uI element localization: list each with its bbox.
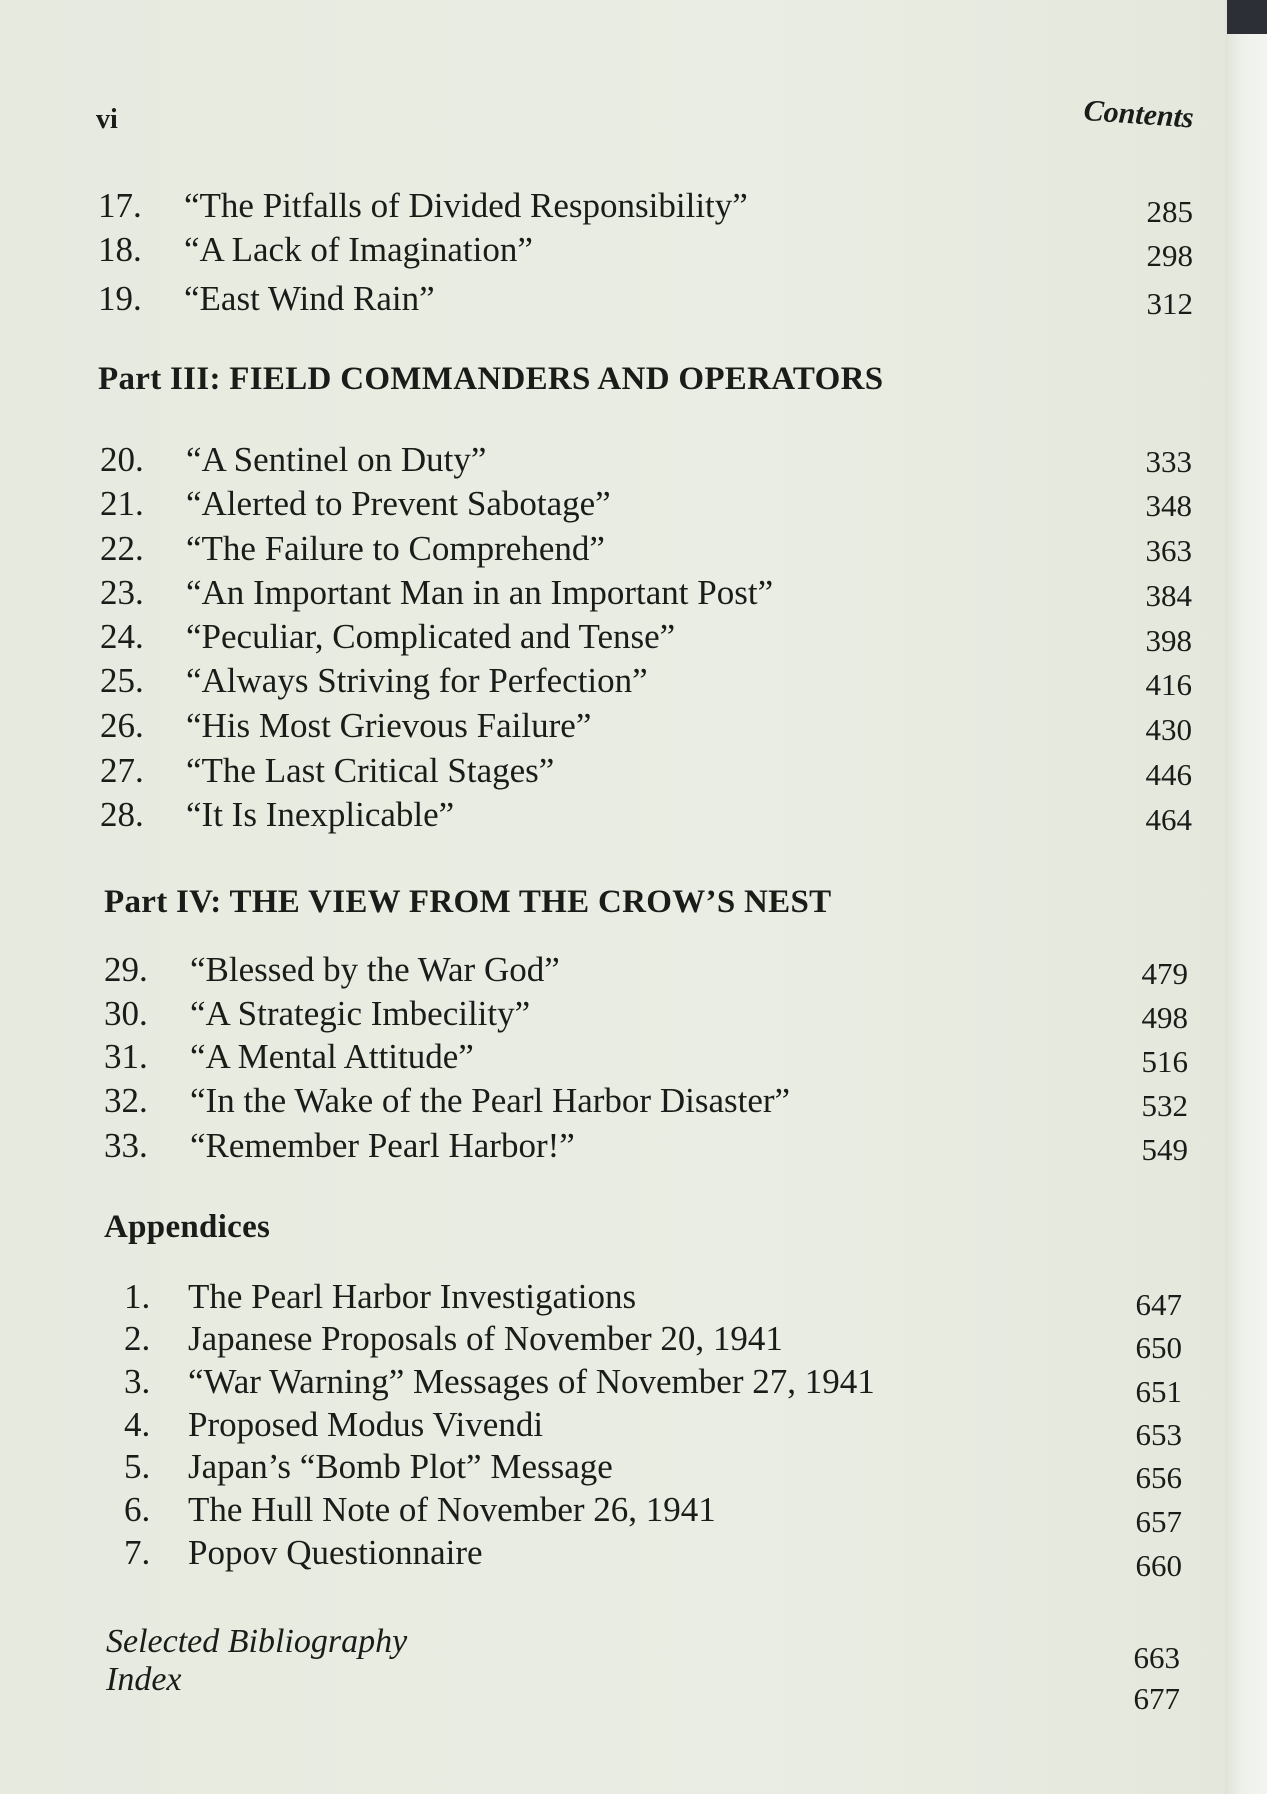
toc-page-number: 333 xyxy=(1145,444,1192,479)
appendix-entry: 7. Popov Questionnaire xyxy=(124,1533,483,1572)
toc-page-number: 651 xyxy=(1135,1374,1182,1409)
toc-page-number: 656 xyxy=(1135,1460,1182,1495)
toc-page-number: 464 xyxy=(1145,802,1192,837)
page-edge xyxy=(1225,0,1267,1794)
toc-entry: 21. “Alerted to Prevent Sabotage” xyxy=(100,484,611,523)
toc-page-number: 653 xyxy=(1135,1417,1182,1452)
toc-entry: 17. “The Pitfalls of Divided Responsibility” xyxy=(98,186,748,225)
page-number-label: vi xyxy=(96,104,118,135)
appendices-heading: Appendices xyxy=(104,1209,271,1245)
toc-entry: 24. “Peculiar, Complicated and Tense” xyxy=(100,617,676,656)
toc-entry: 18. “A Lack of Imagination” xyxy=(98,230,533,269)
toc-page-number: 285 xyxy=(1146,194,1193,229)
backmatter-entry: Index xyxy=(106,1661,182,1698)
toc-page-number: 549 xyxy=(1141,1132,1188,1167)
toc-page-number: 298 xyxy=(1146,238,1193,273)
toc-page-number: 657 xyxy=(1135,1504,1182,1539)
toc-page-number: 416 xyxy=(1145,667,1192,702)
appendix-entry: 5. Japan’s “Bomb Plot” Message xyxy=(124,1447,613,1486)
toc-entry: 20. “A Sentinel on Duty” xyxy=(100,440,487,479)
toc-entry: 30. “A Strategic Imbecility” xyxy=(104,994,531,1033)
toc-entry: 31. “A Mental Attitude” xyxy=(104,1037,474,1076)
toc-entry: 33. “Remember Pearl Harbor!” xyxy=(104,1126,575,1165)
toc-page-number: 516 xyxy=(1141,1044,1188,1079)
backmatter-entry: Selected Bibliography xyxy=(106,1623,408,1660)
toc-entry: 32. “In the Wake of the Pearl Harbor Disaster” xyxy=(104,1081,791,1120)
running-title: Contents xyxy=(1082,94,1195,135)
toc-entry: 25. “Always Striving for Perfection” xyxy=(100,661,648,700)
toc-page-number: 363 xyxy=(1145,533,1192,568)
appendix-entry: 3. “War Warning” Messages of November 27, 1941 xyxy=(124,1362,875,1401)
toc-entry: 22. “The Failure to Comprehend” xyxy=(100,529,605,568)
toc-page-number: 348 xyxy=(1145,488,1192,523)
appendix-entry: 4. Proposed Modus Vivendi xyxy=(124,1405,544,1444)
toc-entry: 23. “An Important Man in an Important Post” xyxy=(100,573,774,612)
appendix-entry: 1. The Pearl Harbor Investigations xyxy=(124,1277,637,1316)
toc-entry: 19. “East Wind Rain” xyxy=(98,279,435,318)
toc-page-number: 650 xyxy=(1135,1330,1182,1365)
toc-entry: 28. “It Is Inexplicable” xyxy=(100,795,455,834)
background-corner xyxy=(1227,0,1267,34)
part-heading: Part IV: THE VIEW FROM THE CROW’S NEST xyxy=(104,884,832,920)
toc-entry: 29. “Blessed by the War God” xyxy=(104,950,560,989)
toc-page-number: 660 xyxy=(1135,1548,1182,1583)
toc-page-number: 498 xyxy=(1141,1000,1188,1035)
toc-page-number: 446 xyxy=(1145,757,1192,792)
toc-page-number: 384 xyxy=(1145,578,1192,613)
toc-page-number: 479 xyxy=(1141,956,1188,991)
toc-page-number: 430 xyxy=(1145,712,1192,747)
toc-page-number: 398 xyxy=(1145,623,1192,658)
appendix-entry: 6. The Hull Note of November 26, 1941 xyxy=(124,1490,716,1529)
toc-entry: 27. “The Last Critical Stages” xyxy=(100,751,555,790)
toc-page-number: 312 xyxy=(1146,286,1193,321)
toc-page-number: 532 xyxy=(1141,1088,1188,1123)
toc-page-number: 677 xyxy=(1133,1681,1180,1716)
part-heading: Part III: FIELD COMMANDERS AND OPERATORS xyxy=(98,361,884,397)
appendix-entry: 2. Japanese Proposals of November 20, 1941 xyxy=(124,1319,783,1358)
toc-page-number: 647 xyxy=(1135,1287,1182,1322)
toc-page-number: 663 xyxy=(1133,1640,1180,1675)
toc-entry: 26. “His Most Grievous Failure” xyxy=(100,706,592,745)
